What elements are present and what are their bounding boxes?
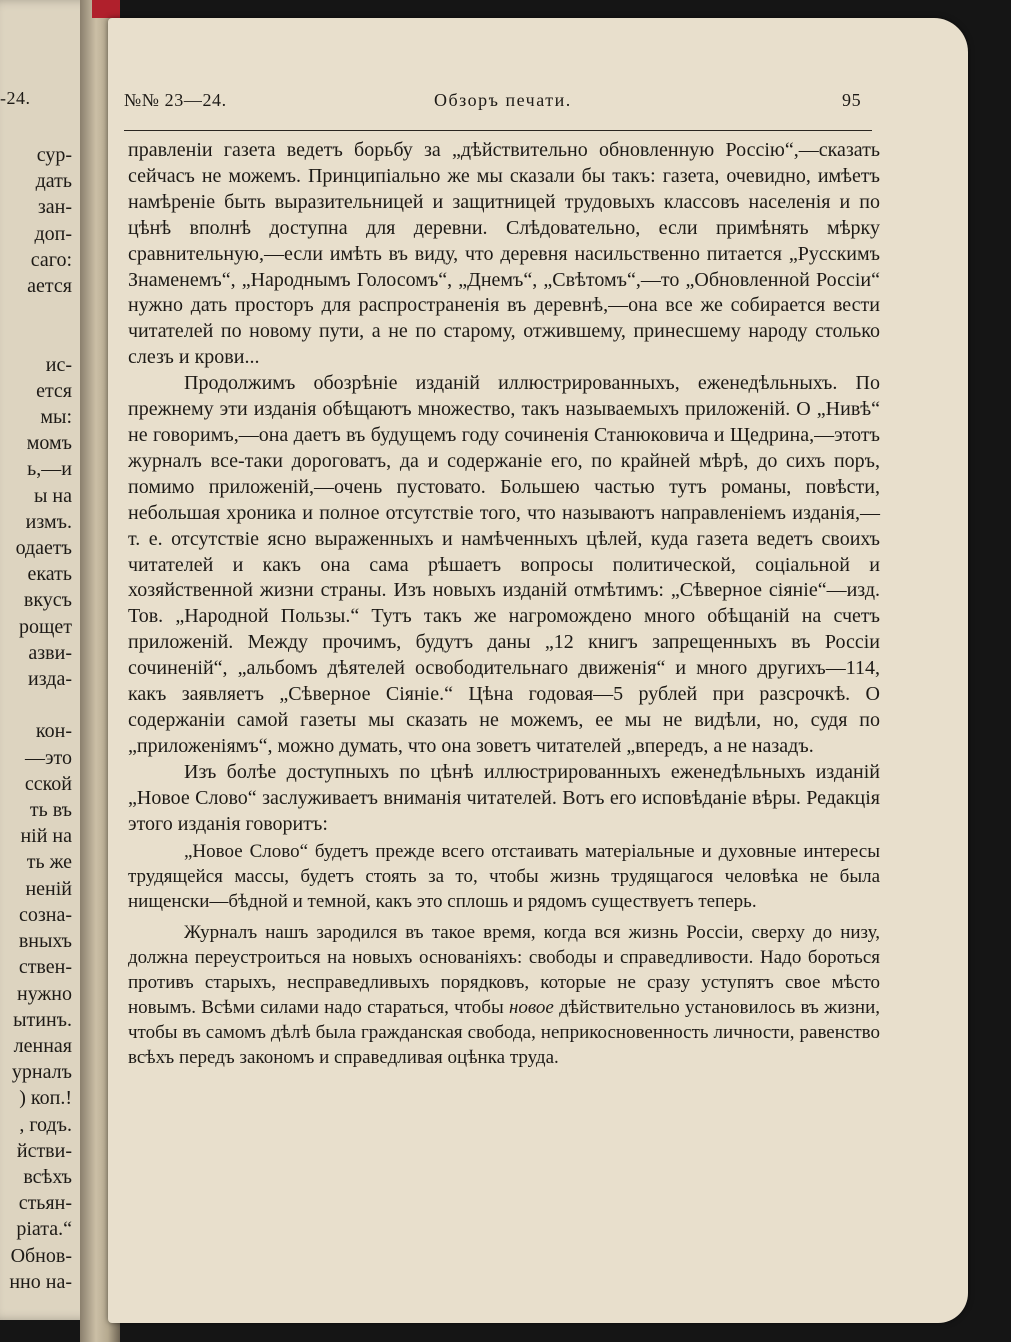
main-page [108,18,968,1323]
quotation [128,839,880,1070]
left-page-line: ис- [45,353,72,376]
paragraph: Изъ болѣе доступныхъ по цѣнѣ иллюстрированныхъ еженедѣльныхъ изданій „Новое Слово“ заслуживаетъ вниманія читателей. Вотъ его исповѣданіе вѣры. Редакція этого изданія говоритъ: [128,760,880,835]
left-page-line: ній на [20,825,72,848]
left-page-line: ріата.“ [16,1218,72,1241]
left-page-line: ненiй [25,877,72,900]
left-page-line: кон- [35,720,72,743]
page-number: 95 [842,90,862,110]
left-page-line [2,325,72,351]
left-page-line: доп- [34,222,72,245]
left-page-line: саго: [30,248,72,271]
header-rule [124,130,872,131]
left-page-line: изда- [28,668,72,691]
left-page-line: измъ. [25,510,72,533]
left-page-line: одаетъ [15,537,72,560]
left-page-line: ы на [33,484,72,507]
left-page-line: ается [27,275,72,298]
left-page-line: азви- [28,641,72,664]
left-page-line: ствен- [18,956,72,979]
left-page-line: —это [24,746,72,769]
left-page-line: рощет [18,615,72,638]
left-page-line: вкусъ [23,589,72,612]
left-page-line: дать [35,170,72,193]
left-page-line: стьян- [18,1192,72,1215]
left-page-line: нужно [17,982,72,1005]
article-body [128,138,880,1070]
quote-paragraph: „Новое Слово“ будетъ прежде всего отстаивать матеріальные и духовные интересы трудящейся массы, будетъ стоять за то, чтобы жизнь трудящагося человѣка не была нищенски—бѣдной и темной, какъ это сплошь и рядомъ существуетъ теперь. [128,841,880,913]
left-page-line: ) коп.! [19,1087,72,1110]
quote-text: Журналъ нашъ зародился въ такое время, когда вся жизнь Россіи, сверху до низу, должна переустроиться на новыхъ основаніяхъ: свободы и справедливости. Надо бороться противъ старыхъ, несправедливыхъ порядковъ, которые не сразу уступятъ свое мѣсто новымъ. Всѣми силами надо стараться, чтобы [128,922,880,1019]
left-page-line: всѣхъ [23,1165,72,1188]
left-page-line: йстви- [16,1139,72,1162]
section-title: Обзоръ печати. [434,90,572,110]
left-page-line: созна- [18,903,72,926]
left-page-line: урналъ [11,1061,72,1084]
left-page-line: сур- [36,144,72,166]
left-page-line: ь,—и [27,458,72,481]
left-page-line: ется [36,379,72,402]
paragraph: Продолжимъ обозрѣніе изданій иллюстрированныхъ, еженедѣльныхъ. По прежнему эти изданія обѣщаютъ множество, такъ называемыхъ приложеній. О „Нивѣ“ не говоримъ,—она даетъ въ будущемъ году сочиненія Станюковича и Щедрина,—этотъ журналъ все-таки дороговатъ, да и содержаніе его, по крайней мѣрѣ, до сихъ поръ, помимо приложеній,—очень пустовато. Большею частью тутъ романы, повѣсти, небольшая хроника и полное отсутствіе того, что называютъ направленіемъ изданія,—т. е. отсутствіе ясно выраженныхъ и намѣченныхъ цѣлей, куда газета ведетъ своихъ читателей и какъ она сама рѣшаетъ вопросы политической, соціальной и хозяйственной жизни страны. Изъ новыхъ изданій отмѣтимъ: „Сѣверное сіяніе“—изд. Тов. „Народной Пользы.“ Тутъ такъ же нагромождено много обѣщаній на счетъ приложеній. Между прочимъ, будутъ даны „12 книгъ запрещенныхъ въ Россіи сочиненій“, „альбомъ дѣятелей освободительнаго движенія“ и много другихъ—114, какъ заявляетъ „Сѣверное Сіяніе.“ Цѣна годовая—5 рублей при разсрочкѣ. О содержаніи самой газеты мы сказать не можемъ, ее мы не видѣли, но, судя по „приложеніямъ“, можно думать, что она зоветъ читателей „впередъ, а не назадъ. [128,372,880,757]
italic-word: новое [509,997,554,1019]
left-page-line: мы: [40,406,72,429]
left-page-line: сской [24,772,72,795]
quote-text: дѣйствительно установилось въ жизни, чтобы въ самомъ дѣлѣ была гражданская свобода, неприкосновенность личности, равенство всѣхъ передъ закономъ и справедливая оцѣнка труда. [128,997,880,1069]
left-page-line: ытинъ. [13,1008,72,1031]
left-page-line: ленная [13,1034,72,1057]
left-page-line [2,299,72,325]
left-page-line: момъ [26,432,72,455]
left-page-line: нно на- [9,1270,72,1293]
left-page-line: вныхъ [18,930,72,953]
issue-number: №№ 23—24. [124,90,227,110]
quote-paragraph [128,920,880,1070]
left-page-line: , годъ. [19,1113,72,1136]
left-page-line: ть же [26,851,72,874]
bookmark-ribbon [92,0,120,18]
paragraph: правленіи газета ведетъ борьбу за „дѣйствительно обновленную Россію“,—сказать сейчасъ не можемъ. Принципіально же мы сказали бы такъ: газета, очевидно, имѣетъ намѣреніе быть выразительницей и защитницей трудовыхъ классовъ населенія и по цѣнѣ вполнѣ доступна для деревни. Слѣдовательно, если примѣнять мѣрку сравнительную,—если имѣть въ виду, что деревня насильственно питается „Русскимъ Знаменемъ“, „Народнымъ Голосомъ“, „Днемъ“, „Свѣтомъ“,—то „Обновленной Россіи“ нужно дать просторъ для распространенія въ деревнѣ,—она все же собирается вести читателей по новому пути, а не по старому, отжившему, принесшему народу столько слезъ и крови... [128,139,880,369]
left-page-line: ть въ [29,799,72,822]
left-page-header: -24. [0,88,31,108]
left-page-text-fragments [2,142,72,1295]
left-page-line: зан- [37,196,72,219]
left-page-line: екать [27,563,72,586]
left-page-line: Обнов- [10,1244,72,1267]
left-page-line [2,692,72,718]
